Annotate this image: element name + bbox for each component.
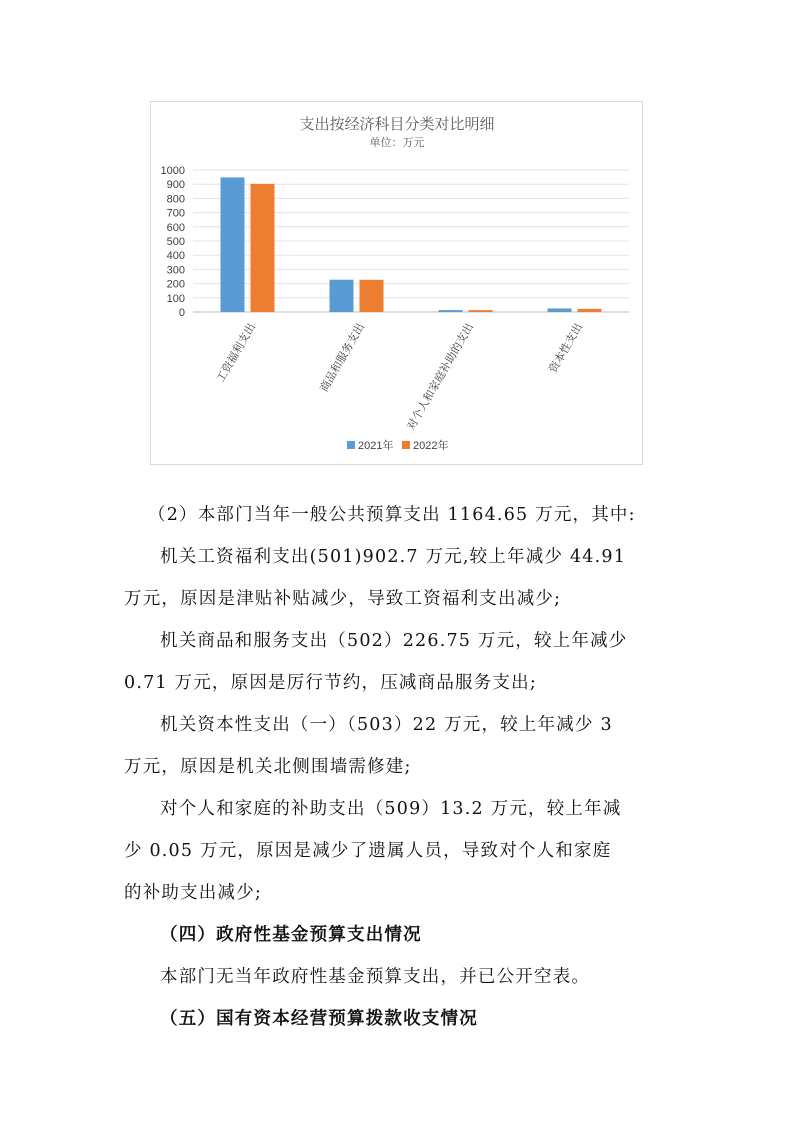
y-tick-label: 900 bbox=[166, 179, 185, 192]
paragraph-goods-line1: 机关商品和服务支出（502）226.75 万元，较上年减少 bbox=[160, 631, 628, 651]
legend-label: 2021年 bbox=[358, 440, 394, 452]
bar-1-4 bbox=[548, 308, 572, 312]
x-category-label: 对个人和家庭补助的支出 bbox=[405, 321, 477, 433]
legend-label: 2022年 bbox=[413, 440, 449, 452]
bar-2-1 bbox=[251, 184, 275, 312]
section-heading-state-capital: （五）国有资本经营预算拨款收支情况 bbox=[160, 1009, 478, 1029]
paragraph-general-budget: （2）本部门当年一般公共预算支出 1164.65 万元，其中: bbox=[148, 505, 636, 525]
paragraph-subsidy-line1: 对个人和家庭的补助支出（509）13.2 万元，较上年减 bbox=[160, 799, 622, 819]
bars bbox=[221, 177, 602, 312]
y-tick-label: 100 bbox=[166, 292, 185, 305]
paragraph-capital-line2: 万元，原因是机关北侧围墙需修建; bbox=[124, 757, 412, 777]
y-tick-label: 200 bbox=[166, 278, 185, 291]
bar-1-1 bbox=[221, 177, 245, 312]
y-tick-label: 0 bbox=[178, 307, 185, 319]
paragraph-salary-line2: 万元，原因是津贴补贴减少，导致工资福利支出减少; bbox=[124, 589, 562, 609]
y-tick-label: 1000 bbox=[160, 165, 185, 177]
x-category-label: 商品和服务支出 bbox=[318, 321, 368, 395]
y-tick-label: 300 bbox=[166, 264, 185, 277]
expenditure-bar-chart bbox=[150, 101, 643, 465]
y-tick-label: 800 bbox=[166, 193, 185, 206]
paragraph-capital-line1: 机关资本性支出（一）（503）22 万元，较上年减少 3 bbox=[160, 715, 613, 735]
paragraph-subsidy-line3: 的补助支出减少; bbox=[124, 883, 262, 903]
x-axis-categories bbox=[213, 321, 585, 433]
section-heading-gov-fund: （四）政府性基金预算支出情况 bbox=[160, 925, 422, 945]
bar-2-3 bbox=[469, 310, 493, 312]
y-tick-label: 400 bbox=[166, 250, 185, 263]
y-axis-ticks bbox=[161, 165, 185, 319]
legend-swatch bbox=[402, 441, 410, 449]
legend bbox=[347, 438, 448, 452]
paragraph-gov-fund: 本部门无当年政府性基金预算支出，并已公开空表。 bbox=[160, 967, 591, 987]
bar-1-3 bbox=[439, 310, 463, 312]
paragraph-goods-line2: 0.71 万元，原因是厉行节约，压减商品服务支出; bbox=[124, 673, 537, 693]
bar-2-4 bbox=[578, 309, 602, 312]
x-category-label: 工资福利支出 bbox=[214, 321, 259, 385]
bar-1-2 bbox=[330, 280, 354, 312]
paragraph-salary-line1: 机关工资福利支出(501)902.7 万元,较上年减少 44.91 bbox=[160, 547, 627, 567]
x-category-label: 资本性支出 bbox=[547, 321, 586, 376]
legend-swatch bbox=[347, 441, 355, 449]
chart-subtitle: 单位：万元 bbox=[369, 136, 425, 149]
chart-title: 支出按经济科目分类对比明细 bbox=[299, 115, 495, 133]
y-tick-label: 600 bbox=[166, 221, 185, 234]
paragraph-subsidy-line2: 少 0.05 万元，原因是减少了遗属人员，导致对个人和家庭 bbox=[124, 841, 612, 861]
y-tick-label: 700 bbox=[166, 207, 185, 220]
y-tick-label: 500 bbox=[166, 236, 185, 248]
chart-canvas bbox=[151, 102, 644, 466]
bar-2-2 bbox=[360, 280, 384, 312]
